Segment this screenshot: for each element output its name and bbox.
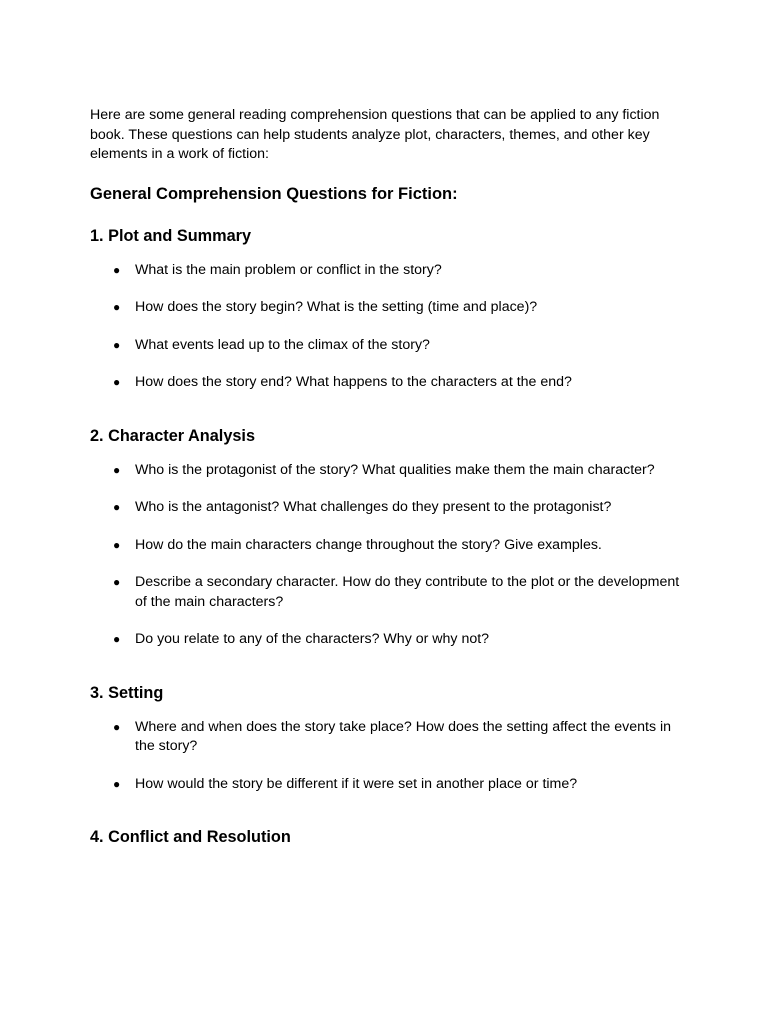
document-title: General Comprehension Questions for Fiction:	[90, 184, 458, 203]
question-list	[90, 261, 680, 393]
list-item	[90, 336, 680, 356]
question-text: Where and when does the story take place? How does the setting affect the events in the story?	[135, 718, 672, 754]
bullet-icon: ●	[113, 375, 121, 389]
question-text: Do you relate to any of the characters? Why or why not?	[135, 631, 490, 647]
question-list	[90, 461, 680, 650]
section-heading: 1. Plot and Summary	[90, 226, 252, 245]
list-item	[90, 573, 680, 612]
list-item	[90, 298, 680, 318]
section-heading: 3. Setting	[90, 683, 164, 702]
list-item	[90, 536, 680, 556]
bullet-icon: ●	[113, 632, 121, 646]
section-conflict-and-resolution	[90, 827, 680, 848]
question-text: Describe a secondary character. How do they contribute to the plot or the development of the main characters?	[135, 574, 680, 610]
section-plot-and-summary	[90, 226, 680, 393]
section-heading: 2. Character Analysis	[90, 426, 256, 445]
document-page	[90, 106, 680, 848]
intro-paragraph: Here are some general reading comprehension questions that can be applied to any fiction book. These questions can help students analyze plot, characters, themes, and other key elements in a work of fiction:	[90, 107, 660, 162]
list-item	[90, 630, 680, 650]
bullet-icon: ●	[113, 300, 121, 314]
question-text: What is the main problem or conflict in the story?	[135, 261, 442, 278]
question-text: How would the story be different if it were set in another place or time?	[135, 775, 578, 792]
question-text: How does the story end? What happens to the characters at the end?	[135, 374, 572, 390]
question-text: How do the main characters change throughout the story? Give examples.	[135, 536, 602, 553]
bullet-icon: ●	[113, 776, 121, 791]
list-item	[90, 775, 680, 795]
section-setting	[90, 683, 680, 795]
question-text: Who is the protagonist of the story? What qualities make them the main character?	[135, 461, 655, 478]
question-text: How does the story begin? What is the setting (time and place)?	[135, 299, 538, 315]
bullet-icon: ●	[113, 462, 121, 477]
list-item	[90, 373, 680, 393]
list-item	[90, 498, 680, 518]
list-item	[90, 461, 680, 481]
bullet-icon: ●	[113, 537, 121, 552]
section-heading: 4. Conflict and Resolution	[90, 828, 291, 846]
question-list	[90, 718, 680, 795]
question-text: Who is the antagonist? What challenges do they present to the protagonist?	[135, 499, 612, 515]
bullet-icon: ●	[113, 262, 121, 277]
bullet-icon: ●	[113, 575, 121, 589]
bullet-icon: ●	[113, 719, 121, 734]
question-text: What events lead up to the climax of the story?	[135, 336, 430, 353]
list-item	[90, 261, 680, 281]
bullet-icon: ●	[113, 337, 121, 352]
list-item	[90, 718, 680, 757]
bullet-icon: ●	[113, 500, 121, 514]
section-character-analysis	[90, 426, 680, 650]
